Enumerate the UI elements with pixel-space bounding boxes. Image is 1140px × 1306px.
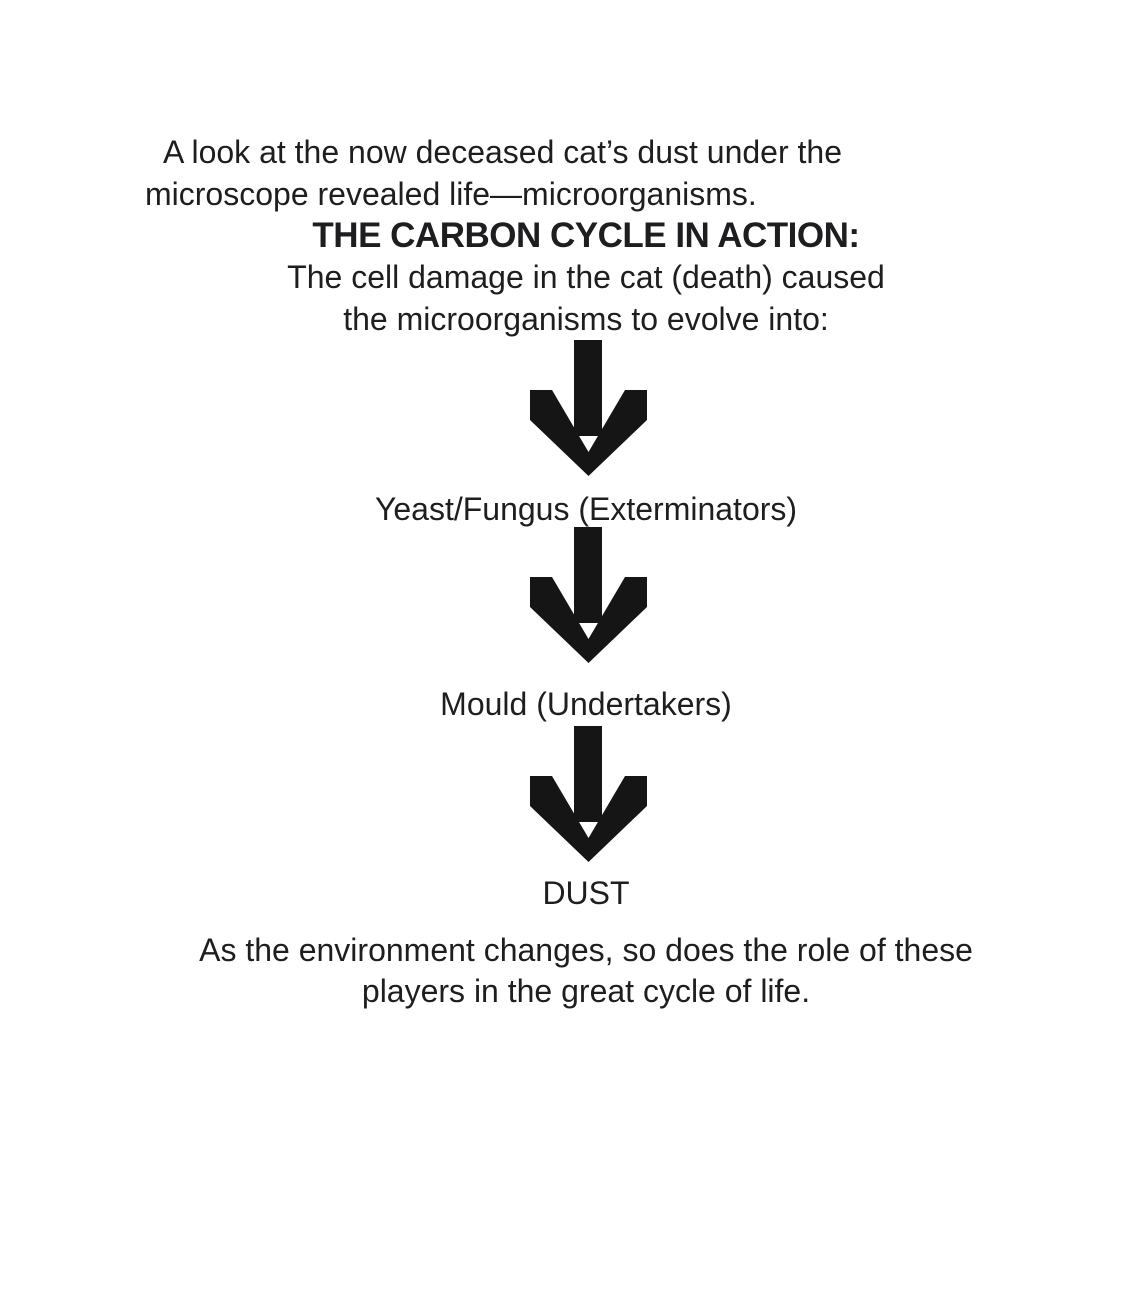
down-arrow-icon [530,527,647,663]
intro-line-2: microscope revealed life—microorganisms. [145,176,757,212]
down-arrow-icon [530,340,647,476]
flow-stage-yeast-fungus: Yeast/Fungus (Exterminators) [374,491,798,527]
down-arrow-icon [530,726,647,862]
outro-line-2: players in the great cycle of life. [361,973,811,1009]
flow-stage-mould: Mould (Undertakers) [440,686,732,722]
subheading-line-1: The cell damage in the cat (death) caused [287,259,885,295]
outro-line-1: As the environment changes, so does the role of these [199,932,973,968]
section-heading: THE CARBON CYCLE IN ACTION: [312,216,860,255]
intro-line-1: A look at the now deceased cat’s dust under the [163,134,842,170]
flow-stage-dust: DUST [542,875,630,911]
subheading-line-2: the microorganisms to evolve into: [343,301,829,337]
